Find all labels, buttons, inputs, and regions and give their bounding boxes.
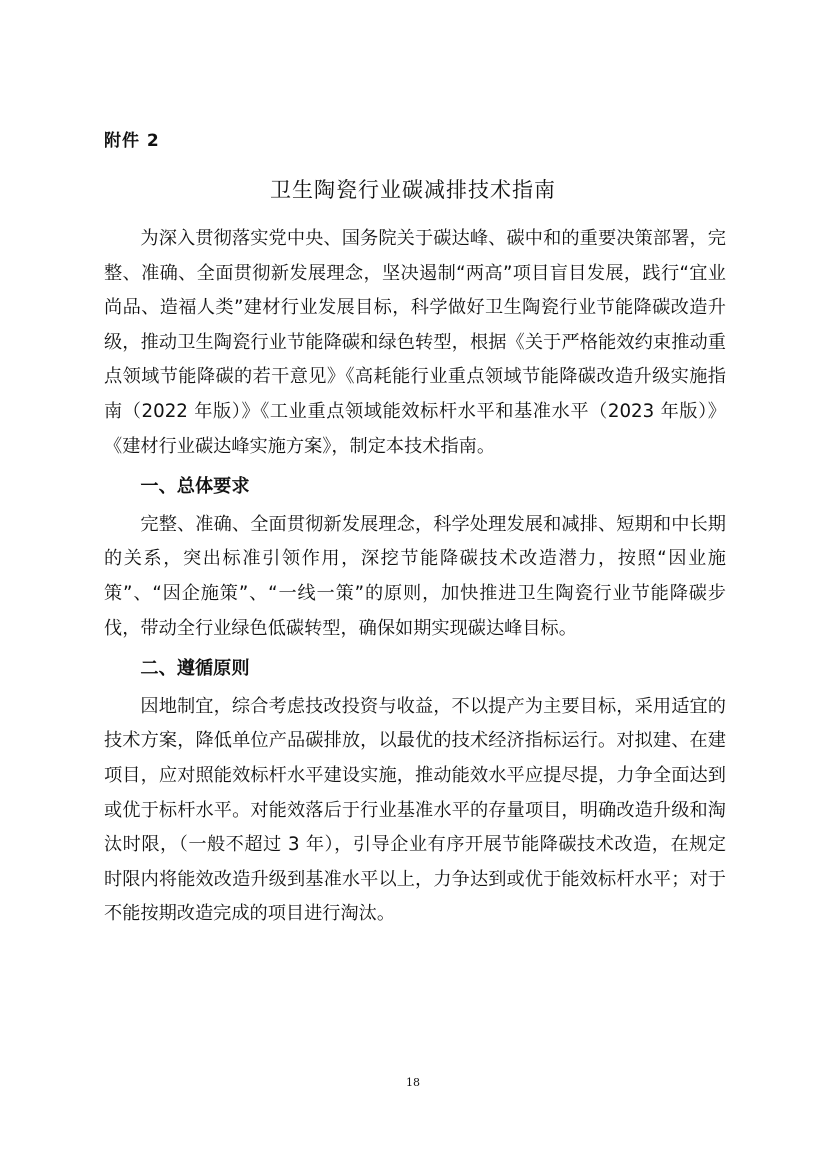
intro-paragraph: 为深入贯彻落实党中央、国务院关于碳达峰、碳中和的重要决策部署，完整、准确、全面贯彻新发展理念，坚决遏制“两高”项目盲目发展，践行“宜业尚品、造福人类”建材行业发展目标，科学做好卫生陶瓷行业节能降碳改造升级，推动卫生陶瓷行业节能降碳和绿色转型，根据《关于严格能效约束推动重点领域节能降碳的若干意见》《高耗能行业重点领域节能降碳改造升级实施指南（2022 年版）》《工业重点领域能效标杆水平和基准水平（2023 年版）》《建材行业碳达峰实施方案》，制定本技术指南。 <box>104 228 726 457</box>
section-paragraph: 因地制宜，综合考虑技改投资与收益，不以提产为主要目标，采用适宜的技术方案，降低单位产品碳排放，以最优的技术经济指标运行。对拟建、在建项目，应对照能效标杆水平建设实施，推动能效水平应提尽提，力争全面达到或优于标杆水平。对能效落后于行业基准水平的存量项目，明确改造升级和淘汰时限，（一般不超过 3 年），引导企业有序开展节能降碳技术改造，在规定时限内将能效改造升级到基准水平以上，力争达到或优于能效标杆水平；对于不能按期改造完成的项目进行淘汰。 <box>104 695 726 925</box>
section-heading: 二、遵循原则 <box>140 658 250 680</box>
section-general-requirements <box>104 470 726 646</box>
section-principles <box>104 652 726 932</box>
document-title: 卫生陶瓷行业碳减排技术指南 <box>270 178 556 202</box>
document-body <box>104 222 726 932</box>
attachment-label: 附件 2 <box>104 131 160 151</box>
page-number: 18 <box>406 1076 420 1089</box>
section-heading: 一、总体要求 <box>140 476 250 498</box>
section-paragraph: 完整、准确、全面贯彻新发展理念，科学处理发展和减排、短期和中长期的关系，突出标准引领作用，深挖节能降碳技术改造潜力，按照“因业施策”、“因企施策”、“一线一策”的原则，加快推进卫生陶瓷行业节能降碳步伐，带动全行业绿色低碳转型，确保如期实现碳达峰目标。 <box>104 513 726 639</box>
